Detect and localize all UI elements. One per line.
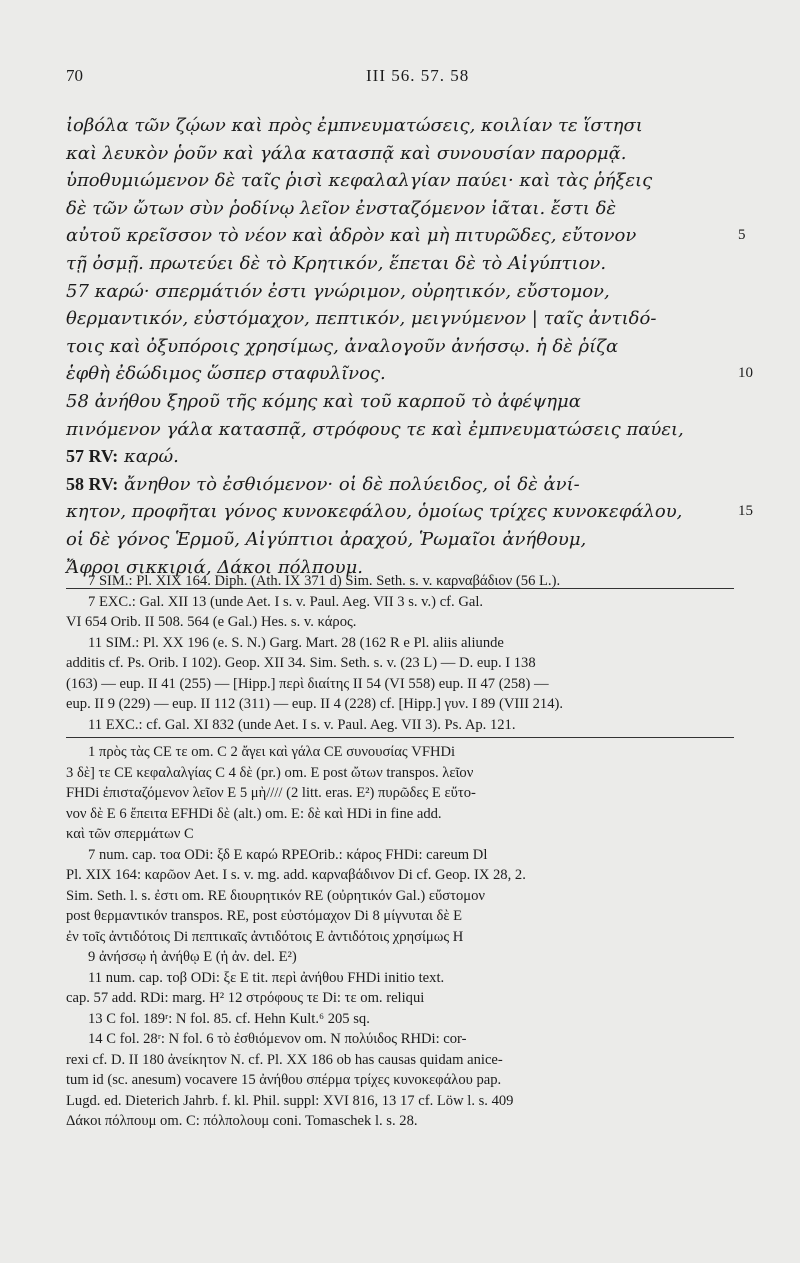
apparatus-line: 14 C fol. 28ʳ: N fol. 6 τὸ ἐσθιόμενον om. N πολύιδος RHDi: cor-: [88, 1031, 467, 1047]
apparatus-line: Sim. Seth. l. s. ἐστι om. RE διουρητικόν RE (οὐρητικόν Gal.) εὔστομον: [66, 887, 485, 904]
section-reference: III 56. 57. 58: [366, 66, 470, 85]
text-line: [66, 416, 716, 444]
testimonia-line: 11 EXC.: cf. Gal. XI 832 (unde Aet. I s. v. Paul. Aeg. VII 3). Ps. Ap. 121.: [88, 716, 516, 733]
line-text: πινόμενον γάλα κατασπᾷ, στρόφους τε καὶ ἐμπνευματώσεις παύει,: [66, 418, 684, 440]
line-number: 10: [738, 365, 753, 382]
line-text: τῇ ὀσμῇ. πρωτεύει δὲ τὸ Κρητικόν, ἕπεται δὲ τὸ Αἰγύπτιον.: [66, 252, 607, 274]
line-text: οἱ δὲ γόνος Ἑρμοῦ, Αἰγύπτιοι ἀραχού, Ῥωμαῖοι ἀνήθουμ,: [66, 528, 587, 550]
testimonia-line: VI 654 Orib. II 508. 564 (e Gal.) Hes. s. v. κάρος.: [66, 614, 357, 630]
line-text: καρώ.: [118, 446, 179, 468]
apparatus-line: Δάκοι πόλπουμ om. C: πόλπολουμ coni. Tomaschek l. s. 28.: [66, 1113, 418, 1129]
line-text: ἑφθὴ ἐδώδιμος ὥσπερ σταφυλῖνος.: [66, 363, 386, 385]
apparatus-line: 9 ἀνήσσῳ ἡ ἀνήθῳ E (ἡ ἀν. del. E²): [88, 949, 297, 965]
apparatus-line: Lugd. ed. Dieterich Jahrb. f. kl. Phil. suppl: XVI 816, 13 17 cf. Löw l. s. 409: [66, 1092, 514, 1109]
testimonia-line: 11 SIM.: Pl. XX 196 (e. S. N.) Garg. Mart. 28 (162 R e Pl. aliis aliunde: [88, 634, 504, 651]
apparatus-line: 3 δὲ] τε CE κεφαλαλγίας C 4 δὲ (pr.) om. E post ὤτων transpos. λεῖον: [66, 764, 474, 781]
text-line: [66, 222, 746, 250]
line-number: 15: [738, 503, 753, 520]
line-text: καὶ λευκὸν ῥοῦν καὶ γάλα κατασπᾷ καὶ συνουσίαν παρορμᾷ.: [66, 142, 627, 164]
apparatus-line: 11 num. cap. τοβ ODi: ξε E tit. περὶ ἀνήθου FHDi initio text.: [88, 969, 445, 986]
text-line: [66, 195, 716, 223]
apparatus-line: Pl. XIX 164: καρῶον Aet. I s. v. mg. add. καρναβάδινον Di cf. Geop. IX 28, 2.: [66, 867, 526, 883]
line-text: αὐτοῦ κρεῖσσον τὸ νέον καὶ ἁδρὸν καὶ μὴ πιτυρῶδες, εὔτονον: [66, 225, 637, 247]
testimonia-line: (163) — eup. II 41 (255) — [Hipp.] περὶ διαίτης II 54 (VI 558) eup. II 47 (258) —: [66, 675, 549, 692]
text-line: [66, 526, 716, 554]
rv-marker: 58 RV:: [66, 473, 119, 494]
line-text: ὑποθυμιώμενον δὲ ταῖς ῥισὶ κεφαλαλγίαν παύει· καὶ τὰς ῥήξεις: [66, 170, 653, 192]
line-text: ἰοβόλα τῶν ζῴων καὶ πρὸς ἐμπνευματώσεις, κοιλίαν τε ἵστησι: [66, 115, 643, 136]
testimonia-block: [66, 571, 734, 735]
testimonia-line: 7 EXC.: Gal. XII 13 (unde Aet. I s. v. Paul. Aeg. VII 3 s. v.) cf. Gal.: [88, 593, 484, 610]
apparatus-line: cap. 57 add. RDi: marg. H² 12 στρόφους τε Di: τε om. reliqui: [66, 990, 425, 1006]
line-text: θερμαντικόν, εὐστόμαχον, πεπτικόν, μειγνύμενον | ταῖς ἀντιδό-: [66, 308, 657, 330]
text-line: [66, 305, 716, 333]
line-text: 57 καρώ· σπερμάτιόν ἐστι γνώριμον, οὐρητικόν, εὔστομον,: [66, 280, 610, 302]
line-text: δὲ τῶν ὤτων σὺν ῥοδίνῳ λεῖον ἐνσταζόμενον ἰᾶται. ἔστι δὲ: [66, 197, 617, 219]
page-number: 70: [66, 66, 83, 85]
text-line: [66, 140, 716, 168]
apparatus-line: 13 C fol. 189ʳ: N fol. 85. cf. Hehn Kult.⁶ 205 sq.: [88, 1010, 370, 1027]
line-text: ἄνηθον τὸ ἐσθιόμενον· οἱ δὲ πολύειδος, οἱ δὲ ἀνί-: [118, 473, 580, 495]
apparatus-line: καὶ τῶν σπερμάτων C: [66, 826, 194, 842]
testimonia-line: eup. II 9 (229) — eup. II 112 (311) — eup. II 4 (228) cf. [Hipp.] γυν. I 89 (VIII 214).: [66, 696, 563, 712]
apparatus-line: 1 πρὸς τὰς CE τε om. C 2 ἄγει καὶ γάλα CE συνουσίας VFHDi: [88, 744, 456, 760]
testimonia-line: additis cf. Ps. Orib. I 102). Geop. XII 34. Sim. Seth. s. v. (23 L) — D. eup. I 138: [66, 655, 536, 671]
apparatus-line: rexi cf. D. II 180 ἀνείκητον N. cf. Pl. XX 186 ob has causas quidam anice-: [66, 1051, 503, 1068]
line-text: τοις καὶ ὀξυπόροις χρησίμως, ἀναλογοῦν ἀνήσσῳ. ἡ δὲ ῥίζα: [66, 335, 619, 357]
main-greek-text: [66, 112, 753, 581]
line-text: Ἄφροι σικκιριά, Δάκοι πόλπουμ.: [66, 556, 363, 578]
text-line: [66, 360, 753, 388]
apparatus-line: ἐν τοῖς ἀντιδότοις Di πεπτικαῖς ἀντιδότοις E ἀντιδότοις χρησίμως H: [66, 928, 464, 945]
text-line: [66, 167, 716, 195]
apparatus-line: νον δὲ E 6 ἔπειτα EFHDi δὲ (alt.) om. E: δὲ καὶ HDi in fine add.: [66, 805, 442, 822]
text-line: [66, 498, 753, 526]
rv-marker: 57 RV:: [66, 446, 119, 467]
text-line: [66, 443, 716, 471]
text-line: [66, 112, 716, 140]
apparatus-line: tum id (sc. anesum) vocavere 15 ἀνήθου σπέρμα τρίχες κυνοκεφάλου pap.: [66, 1072, 502, 1088]
text-line: [66, 333, 716, 361]
apparatus-line: post θερμαντικόν transpos. RE, post εὐστόμαχον Di 8 μίγνυται δὲ E: [66, 908, 463, 924]
testimonia-line: 7 SIM.: Pl. XIX 164. Diph. (Ath. IX 371 d) Sim. Seth. s. v. καρναβάδιον (56 L.).: [88, 573, 561, 589]
apparatus-line: 7 num. cap. τοα ODi: ξδ E καρώ RPEOrib.: κάρος FHDi: careum Dl: [88, 846, 488, 863]
text-line: [66, 471, 716, 499]
apparatus-line: FHDi ἐπισταζόμενον λεῖον E 5 μὴ//// (2 litt. eras. E²) πυρῶδες E εὔτο-: [66, 785, 476, 801]
text-line: [66, 278, 716, 306]
line-text: 58 ἀνήθου ξηροῦ τῆς κόμης καὶ τοῦ καρποῦ τὸ ἀφέψημα: [66, 390, 581, 412]
rule-apparatus: [66, 737, 734, 738]
line-number: 5: [738, 227, 746, 244]
critical-apparatus: [66, 742, 734, 1132]
line-text: κητον, προφῆται γόνος κυνοκεφάλου, ὁμοίως τρίχες κυνοκεφάλου,: [66, 501, 683, 523]
text-line: [66, 388, 716, 416]
text-line: [66, 250, 716, 278]
running-header: [66, 66, 734, 90]
